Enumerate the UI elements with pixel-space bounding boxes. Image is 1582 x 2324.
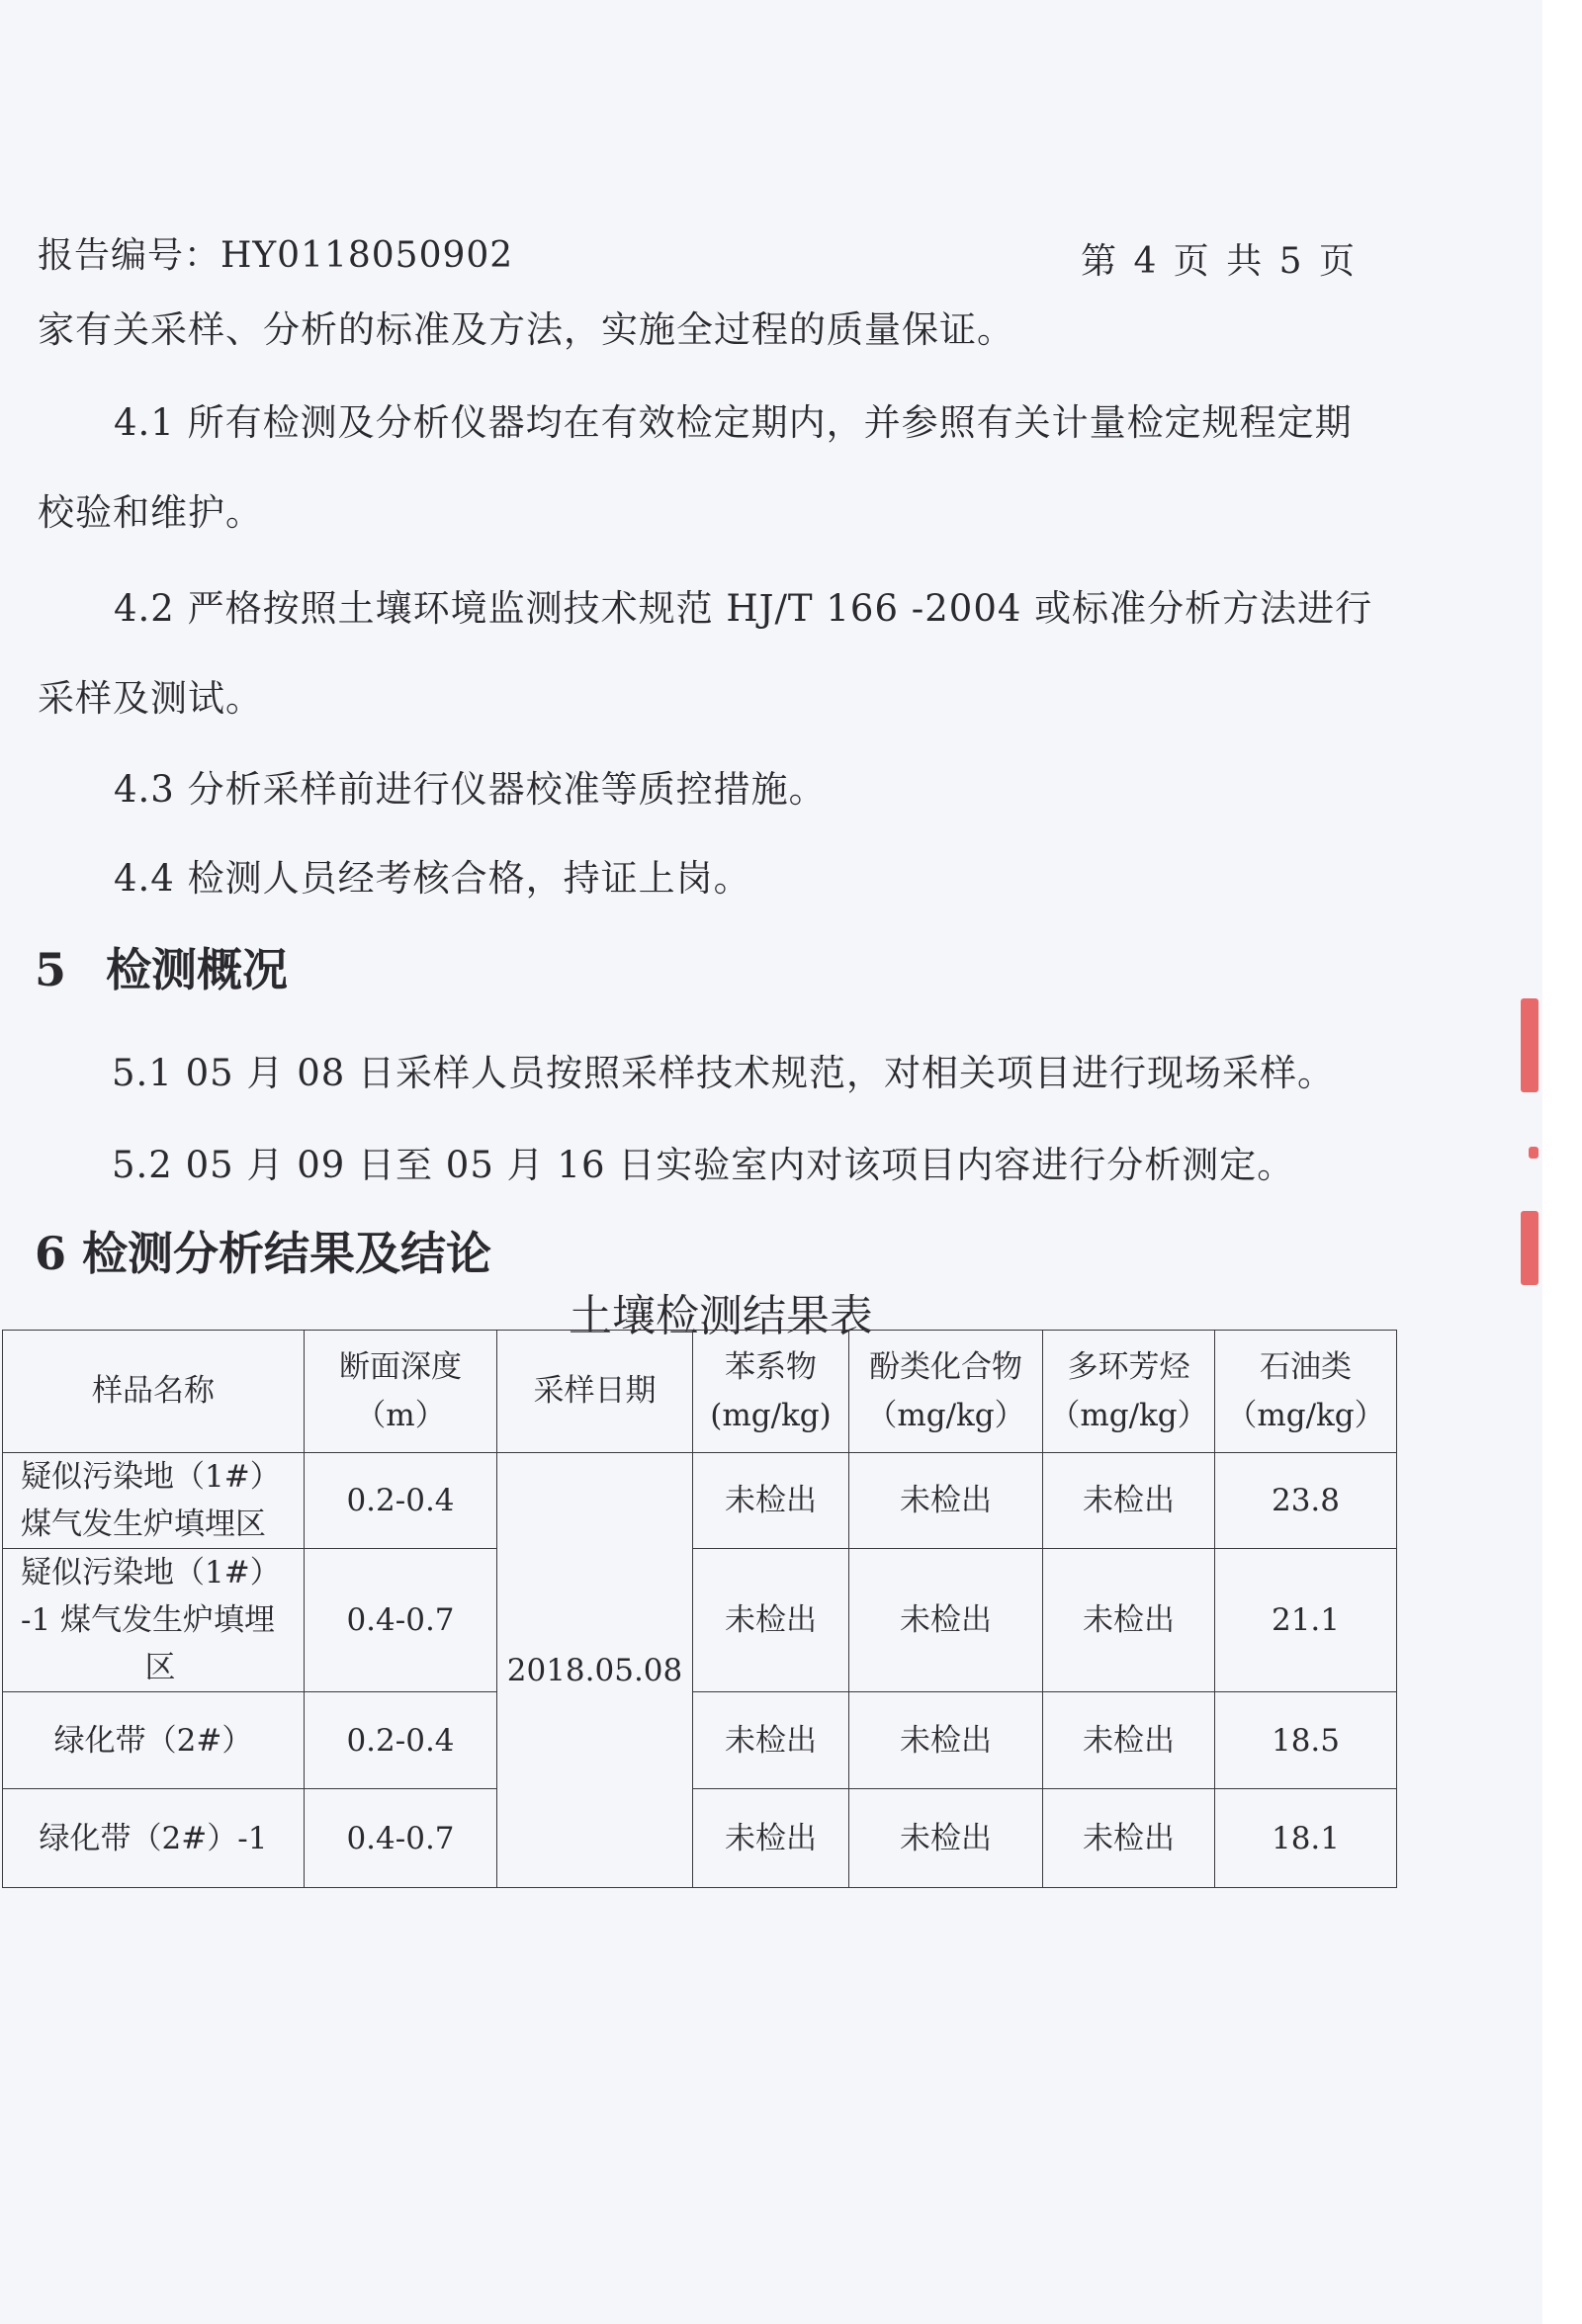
pah-cell: 未检出 [1043, 1692, 1215, 1789]
depth-cell: 0.4-0.7 [305, 1549, 497, 1692]
sample-name-cell: 绿化带（2#） [3, 1692, 305, 1789]
paragraph-4-4: 4.4 检测人员经考核合格，持证上岗。 [114, 857, 751, 900]
table-row [3, 1549, 1397, 1692]
header-pah [1043, 1331, 1215, 1453]
table-header-row [3, 1331, 1397, 1453]
header-sample-name: 样品名称 [3, 1331, 305, 1453]
section-6-heading: 6 检测分析结果及结论 [35, 1227, 492, 1280]
header-phenol-label: 酚类化合物 [869, 1349, 1022, 1386]
header-petroleum [1215, 1331, 1397, 1453]
petroleum-cell: 18.5 [1215, 1692, 1397, 1789]
petroleum-cell: 18.1 [1215, 1789, 1397, 1888]
phenol-cell: 未检出 [849, 1692, 1043, 1789]
section-5-number: 5 [35, 943, 67, 996]
sample-name-line: -1 煤气发生炉填埋 [21, 1602, 276, 1639]
paragraph-5-2: 5.2 05 月 09 日至 05 月 16 日实验室内对该项目内容进行分析测定。 [112, 1144, 1295, 1186]
paragraph-4-1-line1: 4.1 所有检测及分析仪器均在有效检定期内，并参照有关计量检定规程定期 [114, 401, 1353, 444]
sample-name-line: 疑似污染地（1#） [21, 1459, 281, 1495]
sample-name-line: 疑似污染地（1#） [21, 1555, 281, 1592]
header-pah-unit: （mg/kg） [1049, 1397, 1208, 1433]
section-5-heading [35, 934, 288, 999]
benzene-cell: 未检出 [693, 1453, 849, 1549]
seal-fragment [1529, 1147, 1538, 1159]
header-benzene-unit: (mg/kg) [710, 1397, 832, 1433]
benzene-cell: 未检出 [693, 1789, 849, 1888]
phenol-cell: 未检出 [849, 1789, 1043, 1888]
table-row [3, 1692, 1397, 1789]
benzene-cell: 未检出 [693, 1692, 849, 1789]
paragraph-4-2-line1: 4.2 严格按照土壤环境监测技术规范 HJ/T 166 -2004 或标准分析方法进行 [114, 587, 1373, 630]
paragraph-continuation: 家有关采样、分析的标准及方法，实施全过程的质量保证。 [38, 308, 1014, 351]
scan-edge [1542, 0, 1582, 2324]
header-benzene [693, 1331, 849, 1453]
header-depth [305, 1331, 497, 1453]
sample-name-cell [3, 1549, 305, 1692]
petroleum-cell: 21.1 [1215, 1549, 1397, 1692]
phenol-cell: 未检出 [849, 1453, 1043, 1549]
pah-cell: 未检出 [1043, 1453, 1215, 1549]
header-phenol [849, 1331, 1043, 1453]
paragraph-4-1-line2: 校验和维护。 [38, 491, 263, 534]
phenol-cell: 未检出 [849, 1549, 1043, 1692]
petroleum-cell: 23.8 [1215, 1453, 1397, 1549]
header-sampling-date: 采样日期 [497, 1331, 693, 1453]
header-depth-unit: （m） [355, 1397, 446, 1433]
depth-cell: 0.2-0.4 [305, 1453, 497, 1549]
header-depth-label: 断面深度 [339, 1349, 462, 1386]
seal-fragment [1521, 1211, 1538, 1285]
benzene-cell: 未检出 [693, 1549, 849, 1692]
sampling-date-cell: 2018.05.08 [497, 1453, 693, 1888]
header-pah-label: 多环芳烃 [1067, 1349, 1190, 1386]
seal-fragment [1521, 998, 1538, 1092]
sample-name-line: 区 [144, 1650, 176, 1686]
report-number: 报告编号：HY0118050902 [38, 235, 514, 276]
depth-cell: 0.4-0.7 [305, 1789, 497, 1888]
pah-cell: 未检出 [1043, 1549, 1215, 1692]
section-5-title: 检测概况 [106, 943, 288, 996]
paragraph-5-1: 5.1 05 月 08 日采样人员按照采样技术规范，对相关项目进行现场采样。 [112, 1052, 1336, 1094]
header-petroleum-label: 石油类 [1260, 1349, 1352, 1386]
depth-cell: 0.2-0.4 [305, 1692, 497, 1789]
sample-name-cell [3, 1453, 305, 1549]
soil-results-table [2, 1330, 1397, 1888]
sample-name-cell: 绿化带（2#）-1 [3, 1789, 305, 1888]
table-title: 土壤检测结果表 [569, 1291, 873, 1341]
table-row [3, 1453, 1397, 1549]
sample-name-line: 煤气发生炉填埋区 [21, 1506, 266, 1543]
page-number: 第 4 页 共 5 页 [1081, 241, 1359, 282]
header-phenol-unit: （mg/kg） [866, 1397, 1025, 1433]
paragraph-4-2-line2: 采样及测试。 [38, 677, 263, 720]
header-benzene-label: 苯系物 [725, 1349, 817, 1386]
paragraph-4-3: 4.3 分析采样前进行仪器校准等质控措施。 [114, 768, 827, 811]
table-row [3, 1789, 1397, 1888]
header-petroleum-unit: （mg/kg） [1226, 1397, 1385, 1433]
pah-cell: 未检出 [1043, 1789, 1215, 1888]
